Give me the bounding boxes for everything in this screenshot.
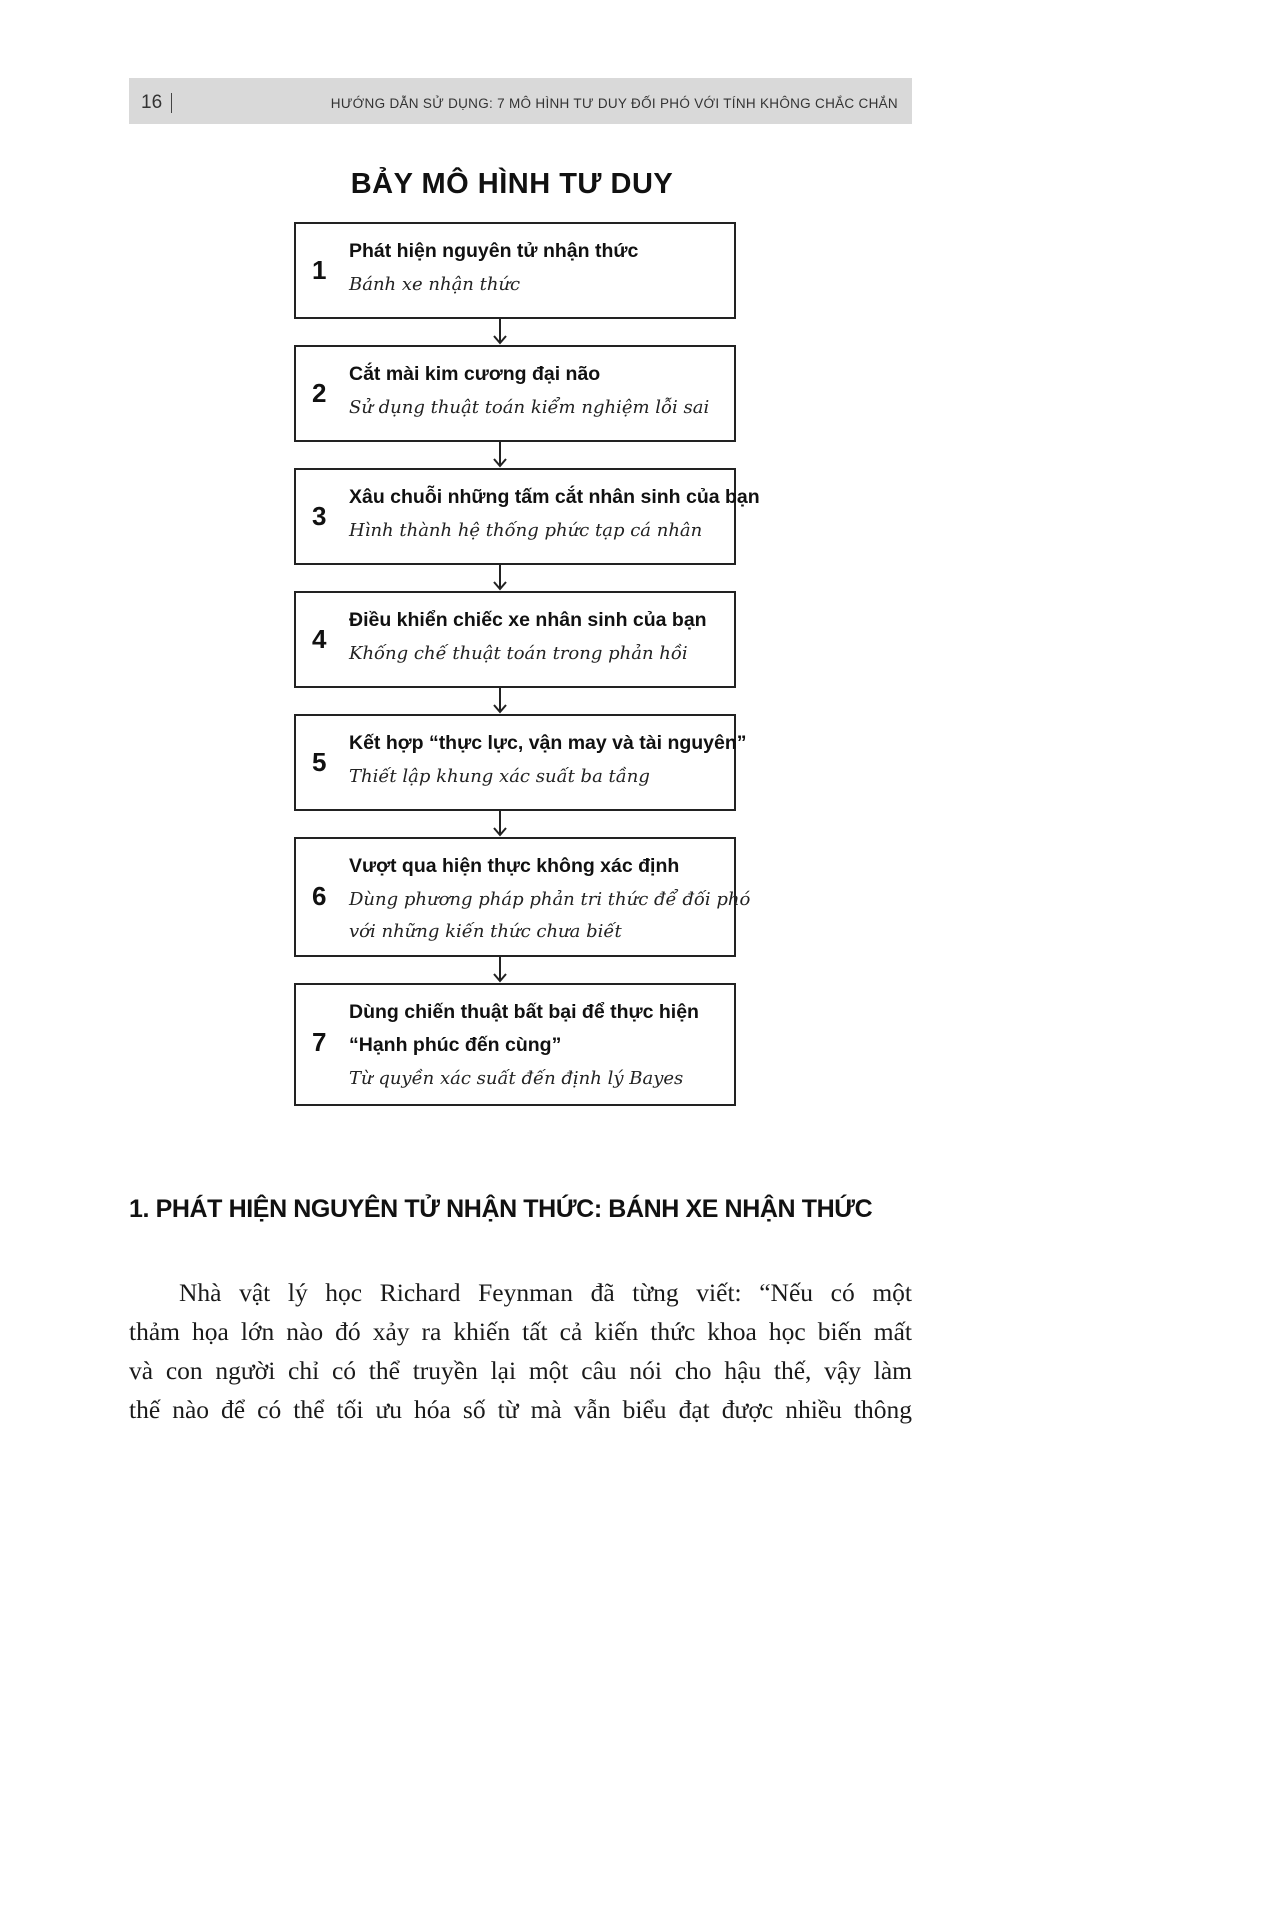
- paragraph-line: thế nào để có thể tối ưu hóa số từ mà vẫn biểu đạt được nhiều thông: [129, 1395, 912, 1424]
- step-box-1: [294, 222, 736, 319]
- down-arrow: [490, 688, 510, 714]
- step-description: với những kiến thức chưa biết: [349, 921, 622, 942]
- down-arrow: [490, 957, 510, 983]
- step-title: Dùng chiến thuật bất bại để thực hiện: [349, 1001, 699, 1023]
- step-title: “Hạnh phúc đến cùng”: [349, 1034, 562, 1056]
- step-description: Sử dụng thuật toán kiểm nghiệm lỗi sai: [349, 397, 710, 418]
- step-number: 7: [312, 1027, 327, 1057]
- step-title: Phát hiện nguyên tử nhận thức: [349, 240, 639, 262]
- step-number: 2: [312, 378, 327, 408]
- paragraph-line: thảm họa lớn nào đó xảy ra khiến tất cả kiến thức khoa học biến mất: [129, 1317, 912, 1346]
- step-number: 5: [312, 747, 327, 777]
- diagram-title: BẢY MÔ HÌNH TƯ DUY: [350, 168, 674, 200]
- step-description: Khống chế thuật toán trong phản hồi: [349, 643, 688, 664]
- step-title: Cắt mài kim cương đại não: [349, 363, 601, 385]
- step-description: Dùng phương pháp phản tri thức để đối phó: [349, 889, 751, 910]
- header-divider: [171, 93, 172, 113]
- step-box-3: [294, 468, 760, 565]
- down-arrow: [490, 565, 510, 591]
- paragraph-line: Nhà vật lý học Richard Feynman đã từng viết: “Nếu có một: [179, 1278, 912, 1307]
- step-number: 6: [312, 881, 327, 911]
- section-heading: 1. PHÁT HIỆN NGUYÊN TỬ NHẬN THỨC: BÁNH XE NHẬN THỨC: [129, 1195, 873, 1223]
- down-arrow: [490, 319, 510, 345]
- step-description: Bánh xe nhận thức: [349, 274, 521, 295]
- body-paragraph: [129, 1273, 912, 1429]
- step-title: Vượt qua hiện thực không xác định: [349, 855, 680, 877]
- down-arrow: [490, 442, 510, 468]
- step-description: Hình thành hệ thống phức tạp cá nhân: [349, 520, 703, 541]
- running-head: HƯỚNG DẪN SỬ DỤNG: 7 MÔ HÌNH TƯ DUY ĐỐI PHÓ VỚI TÍNH KHÔNG CHẮC CHẮN: [330, 96, 898, 111]
- step-number: 1: [312, 255, 327, 285]
- page-number: 16: [141, 92, 163, 113]
- step-number: 3: [312, 501, 327, 531]
- step-title: Kết hợp “thực lực, vận may và tài nguyên”: [349, 732, 747, 754]
- step-title: Xâu chuỗi những tấm cắt nhân sinh của bạn: [349, 486, 760, 508]
- down-arrow: [490, 811, 510, 837]
- step-description: Thiết lập khung xác suất ba tầng: [349, 766, 650, 787]
- step-description: Từ quyền xác suất đến định lý Bayes: [349, 1068, 684, 1089]
- step-box-6: [294, 837, 751, 957]
- step-title: Điều khiển chiếc xe nhân sinh của bạn: [349, 609, 707, 631]
- step-box-7: [294, 983, 736, 1106]
- paragraph-line: và con người chỉ có thể truyền lại một câu nói cho hậu thế, vậy làm: [129, 1356, 912, 1385]
- step-box-2: [294, 345, 736, 442]
- step-box-5: [294, 714, 747, 811]
- step-box-4: [294, 591, 736, 688]
- step-number: 4: [312, 624, 327, 654]
